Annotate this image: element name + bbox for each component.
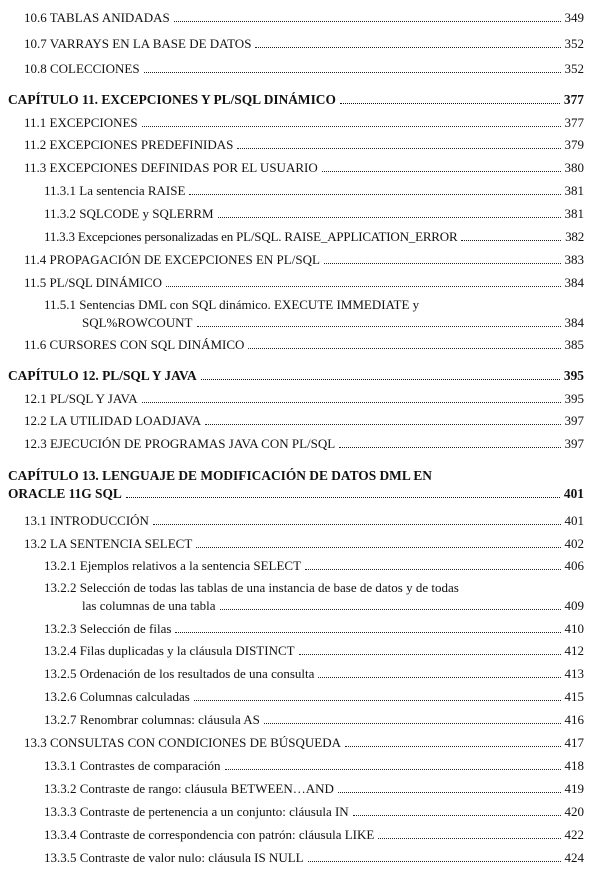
toc-entry-title: 13.2.4 Filas duplicadas y la cláusula DISTINCT [44, 643, 295, 658]
toc-entry-page: 412 [564, 643, 584, 658]
toc-entry-title: 11.4 PROPAGACIÓN DE EXCEPCIONES EN PL/SQL [24, 252, 320, 267]
toc-entry-page: 419 [564, 781, 584, 796]
toc-entry-11-1 [24, 115, 584, 130]
toc-entry-13-3 [24, 735, 584, 750]
toc-entry-page: 381 [564, 206, 584, 221]
toc-entry-12-2 [24, 413, 584, 428]
toc-chapter-title: CAPÍTULO 12. PL/SQL Y JAVA [8, 368, 197, 383]
toc-entry-12-1 [24, 391, 584, 406]
toc-entry-11-3 [24, 160, 584, 175]
toc-entry-title: 11.1 EXCEPCIONES [24, 115, 138, 130]
toc-entry-title-line1: 13.2.2 Selección de todas las tablas de una instancia de base de datos y de todas [44, 580, 459, 595]
toc-entry-page: 383 [564, 252, 584, 267]
toc-entry-title: 13.2.5 Ordenación de los resultados de una consulta [44, 666, 315, 681]
toc-entry-13-3-1 [44, 758, 584, 773]
toc-chapter-title-line2: ORACLE 11G SQL [8, 486, 122, 501]
toc-entry-page: 377 [564, 115, 584, 130]
toc-entry-title: 11.2 EXCEPCIONES PREDEFINIDAS [24, 137, 234, 152]
toc-entry-13-3-5 [44, 850, 584, 865]
toc-entry-title: 12.3 EJECUCIÓN DE PROGRAMAS JAVA CON PL/SQL [24, 436, 336, 451]
toc-entry-page: 417 [564, 735, 584, 750]
toc-entry-title: 10.6 TABLAS ANIDADAS [24, 10, 170, 25]
toc-entry-page: 420 [564, 804, 584, 819]
toc-entry-title: 11.6 CURSORES CON SQL DINÁMICO [24, 337, 245, 352]
toc-entry-13-1 [24, 513, 584, 528]
toc-entry-13-3-4 [44, 827, 584, 842]
toc-entry-10-6 [24, 10, 584, 25]
toc-entry-page: 385 [564, 337, 584, 352]
toc-chapter-page: 377 [563, 92, 584, 107]
toc-entry-title: 13.3.2 Contraste de rango: cláusula BETWEEN…AND [44, 781, 334, 796]
toc-entry-title: 11.5 PL/SQL DINÁMICO [24, 275, 163, 290]
toc-entry-page: 415 [564, 689, 584, 704]
toc-entry-page: 380 [564, 160, 584, 175]
toc-entry-title: 13.3.3 Contraste de pertenencia a un conjunto: cláusula IN [44, 804, 349, 819]
toc-entry-11-3-1 [44, 183, 584, 198]
toc-entry-page: 381 [564, 183, 584, 198]
toc-entry-13-2-4 [44, 643, 584, 658]
toc-chapter-page: 395 [563, 368, 584, 383]
toc-entry-12-3 [24, 436, 584, 451]
toc-entry-10-8 [24, 61, 584, 76]
toc-entry-title: 11.3.2 SQLCODE y SQLERRM [44, 206, 214, 221]
toc-entry-title: 13.1 INTRODUCCIÓN [24, 513, 149, 528]
toc-chapter-13 [8, 468, 584, 501]
toc-entry-11-5 [24, 275, 584, 290]
toc-entry-title: 13.2.1 Ejemplos relativos a la sentencia SELECT [44, 558, 302, 573]
toc-entry-title: 11.3.3 Excepciones personalizadas en PL/SQL. RAISE_APPLICATION_ERROR [44, 229, 458, 244]
toc-entry-13-2 [24, 536, 584, 551]
toc-entry-page: 349 [564, 10, 584, 25]
toc-chapter-page: 401 [563, 486, 584, 501]
toc-chapter-11 [8, 92, 584, 107]
toc-entry-title: 11.3.1 La sentencia RAISE [44, 183, 186, 198]
toc-entry-title: 13.2.6 Columnas calculadas [44, 689, 190, 704]
toc-entry-page: 397 [564, 413, 584, 428]
toc-entry-title: 10.7 VARRAYS EN LA BASE DE DATOS [24, 36, 252, 51]
toc-entry-title: 13.3.1 Contrastes de comparación [44, 758, 221, 773]
toc-entry-title: 13.3 CONSULTAS CON CONDICIONES DE BÚSQUEDA [24, 735, 342, 750]
toc-entry-13-2-5 [44, 666, 584, 681]
toc-entry-11-3-2 [44, 206, 584, 221]
toc-entry-title: 13.2.3 Selección de filas [44, 621, 172, 636]
toc-entry-page: 384 [564, 275, 584, 290]
toc-chapter-title: CAPÍTULO 11. EXCEPCIONES Y PL/SQL DINÁMICO [8, 92, 336, 107]
toc-entry-page: 413 [564, 666, 584, 681]
toc-chapter-title-line1: CAPÍTULO 13. LENGUAJE DE MODIFICACIÓN DE DATOS DML EN [8, 468, 432, 483]
toc-entry-11-3-3 [44, 229, 584, 244]
toc-entry-title: 12.1 PL/SQL Y JAVA [24, 391, 138, 406]
toc-entry-title-line2: las columnas de una tabla [82, 598, 216, 613]
toc-entry-title: 13.2 LA SENTENCIA SELECT [24, 536, 193, 551]
toc-entry-page: 401 [564, 513, 584, 528]
toc-entry-11-2 [24, 137, 584, 152]
toc-entry-title: 13.2.7 Renombrar columnas: cláusula AS [44, 712, 260, 727]
toc-entry-page: 379 [564, 137, 584, 152]
toc-entry-13-2-3 [44, 621, 584, 636]
toc-entry-title: 13.3.4 Contraste de correspondencia con patrón: cláusula LIKE [44, 827, 375, 842]
toc-entry-page: 422 [564, 827, 584, 842]
toc-entry-title: 11.3 EXCEPCIONES DEFINIDAS POR EL USUARIO [24, 160, 318, 175]
toc-entry-title-line2: SQL%ROWCOUNT [82, 315, 193, 330]
toc-entry-13-3-2 [44, 781, 584, 796]
toc-entry-page: 409 [564, 598, 584, 613]
toc-entry-page: 416 [564, 712, 584, 727]
toc-entry-11-4 [24, 252, 584, 267]
toc-entry-title: 10.8 COLECCIONES [24, 61, 140, 76]
toc-entry-page: 402 [564, 536, 584, 551]
toc-entry-page: 382 [565, 229, 584, 244]
toc-entry-13-2-2 [44, 580, 584, 613]
toc-entry-13-2-6 [44, 689, 584, 704]
toc-entry-page: 410 [564, 621, 584, 636]
toc-entry-page: 352 [564, 61, 584, 76]
toc-entry-title: 13.3.5 Contraste de valor nulo: cláusula IS NULL [44, 850, 304, 865]
toc-entry-10-7 [24, 36, 584, 51]
toc-entry-title: 12.2 LA UTILIDAD LOADJAVA [24, 413, 202, 428]
toc-entry-13-2-1 [44, 558, 584, 573]
toc-entry-13-2-7 [44, 712, 584, 727]
toc-entry-13-3-3 [44, 804, 584, 819]
toc-entry-page: 395 [564, 391, 584, 406]
toc-entry-page: 418 [564, 758, 584, 773]
toc-entry-page: 397 [564, 436, 584, 451]
toc-entry-title-line1: 11.5.1 Sentencias DML con SQL dinámico. EXECUTE IMMEDIATE y [44, 297, 420, 312]
toc-entry-page: 424 [564, 850, 584, 865]
toc-entry-11-5-1 [44, 297, 584, 330]
toc-chapter-12 [8, 368, 584, 383]
toc-entry-page: 352 [564, 36, 584, 51]
toc-entry-11-6 [24, 337, 584, 352]
toc-entry-page: 384 [564, 315, 584, 330]
toc-entry-page: 406 [564, 558, 584, 573]
